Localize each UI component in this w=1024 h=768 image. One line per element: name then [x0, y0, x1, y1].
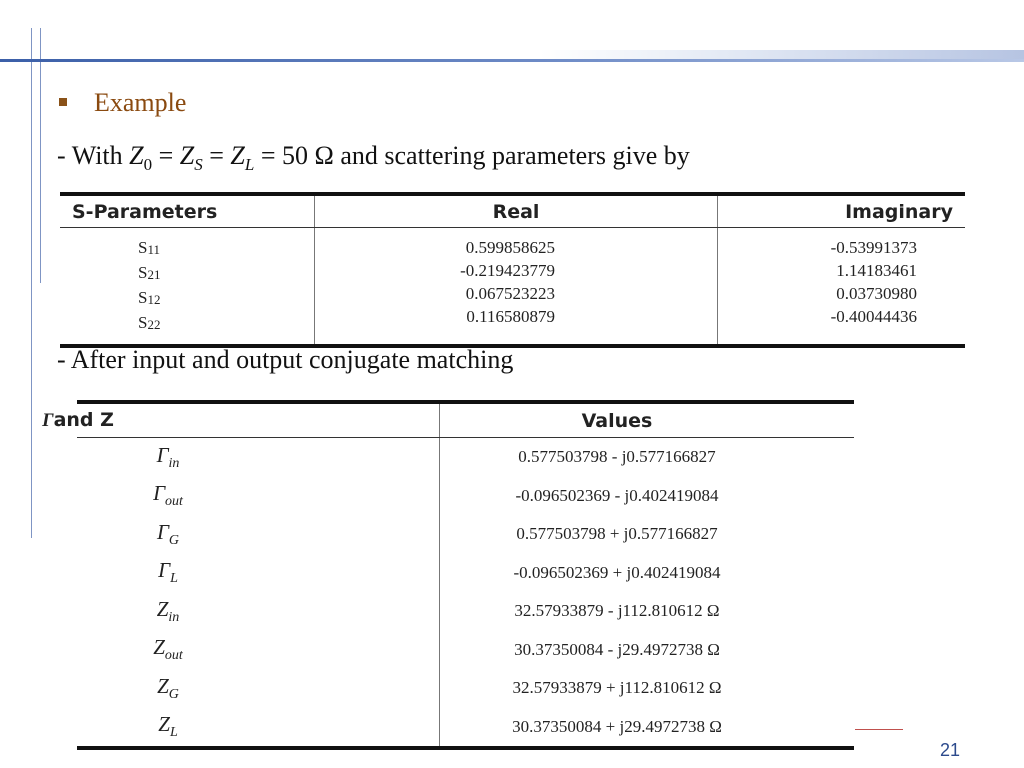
z-l-value: 30.37350084 + j29.4972738 Ω: [512, 716, 722, 736]
s-table-header-sparams: S-Parameters: [60, 194, 315, 228]
intro-prefix: - With: [57, 141, 130, 170]
table-row: [77, 592, 854, 631]
frame-vertical-line-right: [40, 28, 41, 283]
zl-symbol: Z: [230, 141, 245, 170]
table-row: [77, 554, 854, 593]
footer-accent-line: [855, 729, 903, 730]
s22-imag: -0.40044436: [830, 307, 917, 326]
gamma-out-symbol: $\Gamma_{out}$: [153, 481, 183, 510]
z-out-symbol: $Z_{out}$: [153, 635, 183, 664]
gamma-z-table: [42, 400, 854, 750]
gz-table-header-gamma-z: Γand Z: [77, 402, 440, 438]
gamma-l-symbol: $\Gamma_L$: [158, 558, 178, 587]
equals-2: =: [202, 141, 231, 170]
intro-line: [57, 141, 690, 175]
s11-imag: -0.53991373: [830, 238, 917, 257]
s21-imag: 1.14183461: [836, 261, 917, 280]
s12-imag: 0.03730980: [836, 284, 917, 303]
s-table-real-cell: [315, 228, 718, 347]
s21-label: $S_{21}$: [138, 263, 161, 282]
after-matching-line: - After input and output conjugate matching: [57, 345, 514, 374]
s-table-body-row: [60, 228, 965, 347]
zs-symbol: Z: [179, 141, 195, 170]
s12-label: $S_{12}$: [138, 288, 161, 307]
z-out-value: 30.37350084 - j29.4972738 Ω: [514, 639, 720, 659]
s-table-imag-cell: [718, 228, 966, 347]
zl-subscript: L: [244, 155, 255, 174]
z-in-symbol: $Z_{in}$: [156, 596, 180, 625]
s-table-header-imaginary: Imaginary: [718, 194, 966, 228]
page-number: 21: [940, 740, 961, 760]
table-row: [77, 631, 854, 670]
s-table-names-cell: [60, 228, 315, 347]
bullet-marker: [59, 98, 67, 106]
gamma-in-symbol: $\Gamma_{in}$: [156, 442, 180, 471]
s21-real: -0.219423779: [460, 261, 555, 280]
z-in-value: 32.57933879 - j112.810612 Ω: [514, 601, 720, 621]
s-table-header-row: [60, 194, 965, 228]
gamma-out-value: -0.096502369 - j0.402419084: [515, 485, 719, 505]
gamma-g-symbol: $\Gamma_G$: [156, 519, 180, 548]
s22-label: $S_{22}$: [138, 313, 161, 332]
s-parameters-table: [60, 192, 965, 348]
header-rule: [0, 59, 1024, 62]
frame-vertical-line-left: [31, 28, 32, 538]
s22-real: 0.116580879: [466, 307, 555, 326]
gamma-in-value: 0.577503798 - j0.577166827: [518, 447, 716, 467]
z0-symbol: Z: [129, 141, 144, 170]
gamma-l-value: -0.096502369 + j0.402419084: [513, 562, 721, 582]
intro-suffix: = 50 Ω and scattering parameters give by: [254, 141, 690, 170]
z0-subscript: 0: [143, 155, 153, 174]
z-g-value: 32.57933879 + j112.810612 Ω: [512, 678, 722, 698]
gz-table-header-row: [77, 402, 854, 438]
s12-real: 0.067523223: [465, 284, 555, 303]
table-row: [77, 708, 854, 749]
s-table-header-real: Real: [315, 194, 718, 228]
table-row: [77, 515, 854, 554]
equals-1: =: [152, 141, 180, 170]
zs-subscript: S: [194, 155, 203, 174]
s11-real: 0.599858625: [465, 238, 555, 257]
slide-heading: Example: [94, 88, 187, 117]
gz-table-header-values: Values: [440, 402, 855, 438]
z-l-symbol: $Z_L$: [158, 712, 178, 741]
table-row: [77, 477, 854, 516]
gamma-g-value: 0.577503798 + j0.577166827: [516, 524, 718, 544]
table-row: [77, 438, 854, 477]
table-row: [77, 669, 854, 708]
z-g-symbol: $Z_G$: [157, 673, 179, 702]
s11-label: $S_{11}$: [138, 238, 160, 257]
